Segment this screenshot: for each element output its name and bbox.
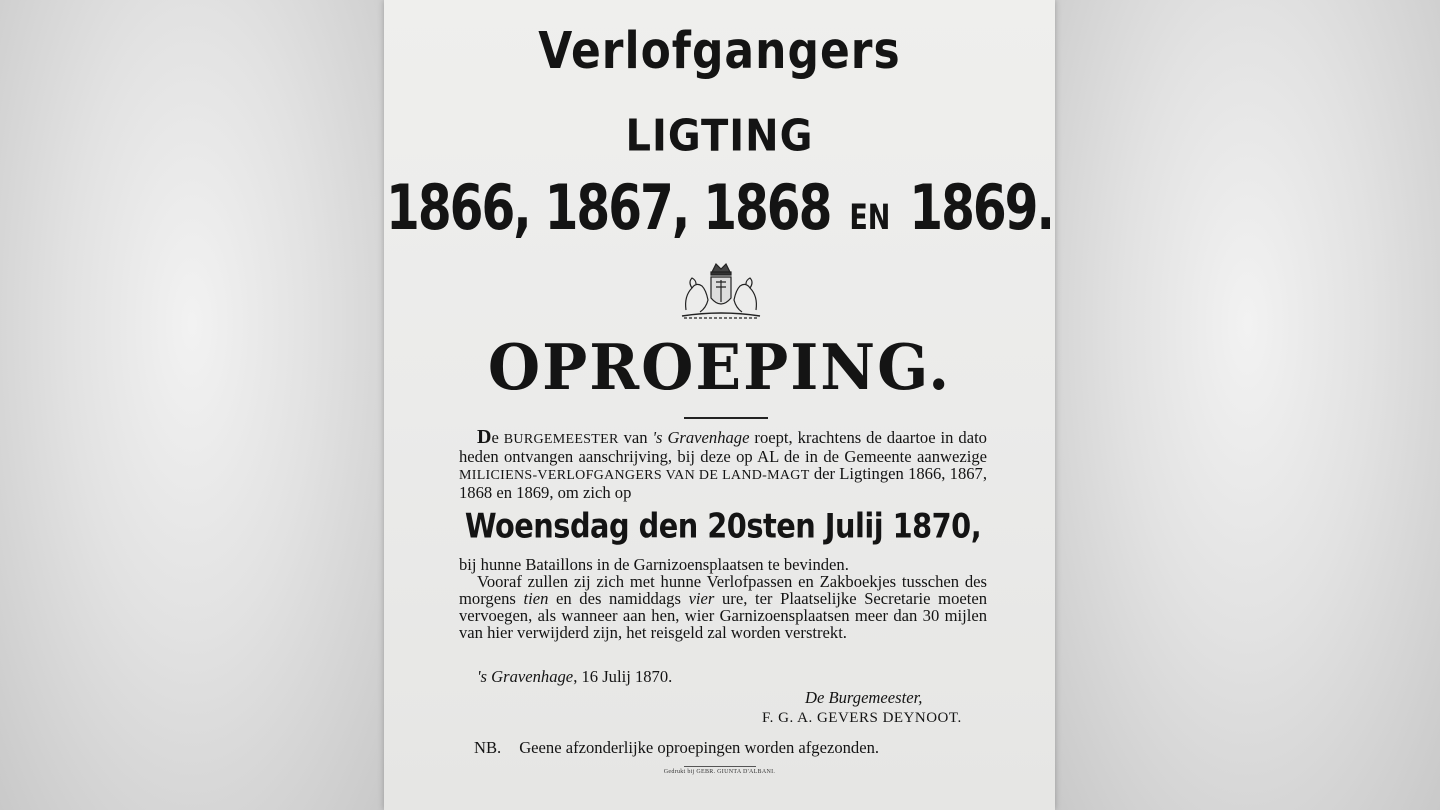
word-tien: tien (523, 589, 549, 608)
background-left (0, 0, 384, 810)
date-line: Woensdag den 20sten Julij 1870, (464, 506, 982, 546)
title-ligting: LIGTING (625, 110, 814, 162)
main-paragraph (459, 426, 987, 502)
poster (384, 0, 1055, 810)
printer-divider (684, 766, 756, 767)
instruction-paragraphs (459, 556, 987, 641)
para2: bij hunne Bataillons in de Garnizoensplaatsen te bevinden. (459, 555, 849, 574)
place-date-city: 's Gravenhage (477, 667, 574, 686)
para1-van: van (618, 428, 653, 447)
year-1868: 1868 (703, 171, 831, 244)
word-vier: vier (688, 589, 715, 608)
para1-rest2: der Ligtingen 1866, 1867, 1868 en 1869, om zich op (459, 464, 987, 502)
years-conjunction: EN (849, 197, 891, 238)
nb-text: Geene afzonderlijke oproepingen worden afgezonden. (519, 738, 880, 757)
printer-credit: Gedrukt bij GEBR. GIUNTA D'ALBANI. (663, 769, 776, 775)
militia-phrase: MILICIENS-VERLOFGANGERS VAN DE LAND-MAGT (459, 468, 810, 483)
years-line (384, 171, 1055, 243)
place-date-date: , 16 Julij 1870. (573, 667, 673, 686)
year-1869: 1869. (909, 171, 1053, 244)
title-verlofgangers: Verlofgangers (538, 22, 901, 81)
heading-oproeping: OPROEPING. (487, 331, 952, 405)
background-right (1055, 0, 1440, 810)
place-name: 's Gravenhage (652, 428, 750, 447)
para3: Vooraf zullen zij zich met hunne Verlofpassen en Zakboekjes tusschen des morgens tien en des namiddags vier ure, ter Plaatselijke Secretarie moeten vervoegen, als wanneer aan hen, wier Garnizoensplaatsen meer dan 30 mijlen van hier verwijderd zijn, het reisgeld zal worden verstrekt. (459, 572, 988, 642)
nb-label: NB. (474, 738, 502, 757)
nota-bene (474, 738, 879, 758)
dropcap: D (477, 426, 492, 448)
para1-lead: e (491, 428, 504, 447)
divider (684, 417, 768, 419)
signature-name: F. G. A. GEVERS DEYNOOT. (762, 710, 962, 726)
burgemeester-word: BURGEMEESTER (503, 432, 619, 447)
place-date (477, 667, 672, 687)
coat-of-arms-icon (678, 260, 764, 322)
year-1866: 1866, (386, 171, 530, 244)
year-1867: 1867, (544, 171, 689, 244)
para1-rest1: roept, krachtens de daartoe in dato heden ontvangen aanschrijving, bij deze op AL de in de Gemeente aanwezige (459, 428, 987, 466)
signature-role: De Burgemeester, (805, 688, 923, 707)
